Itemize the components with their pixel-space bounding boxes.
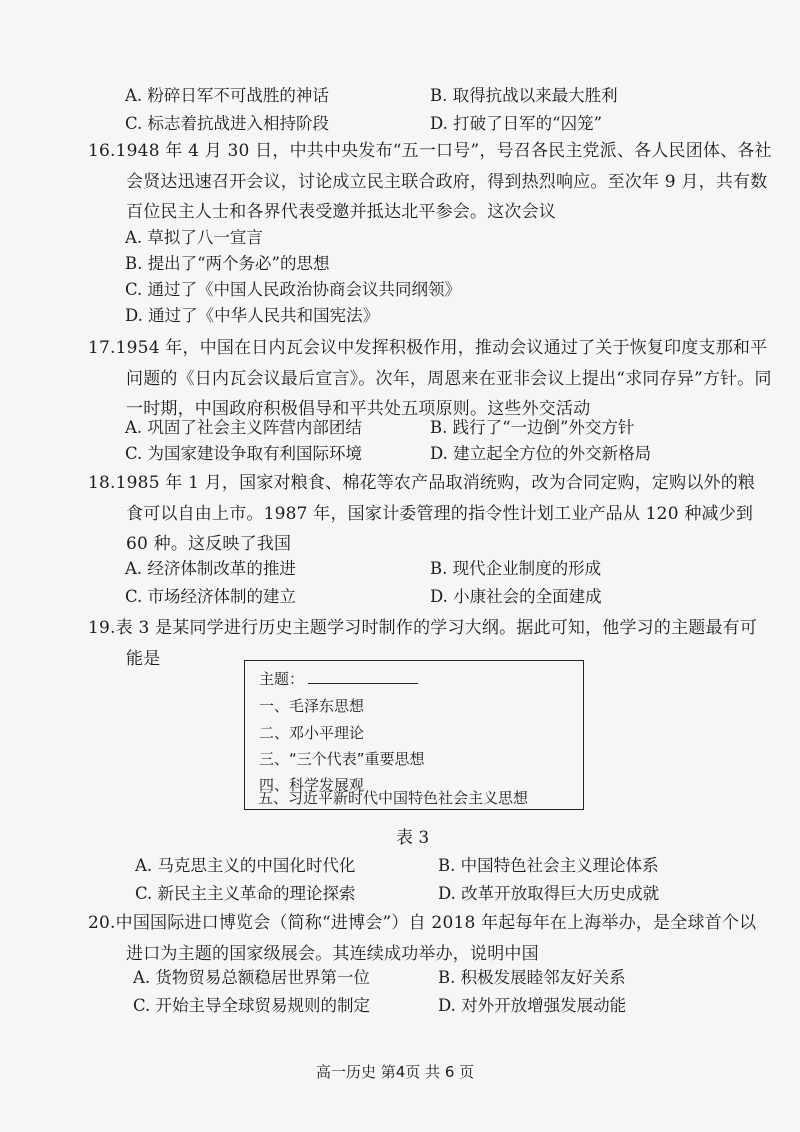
question-text: 中国国际进口博览会（简称“进博会”）自 2018 年起每年在上海举办，是全球首个以进口为主题的国家级展会。其连续成功举办，说明中国 (115, 913, 757, 964)
option-text: 提出了“两个务必”的思想 (147, 254, 330, 273)
option-letter: B. (430, 559, 448, 578)
outline-theme-row (259, 669, 418, 689)
q16-option-b (125, 252, 330, 276)
option-text: 市场经济体制的建立 (147, 587, 297, 606)
option-letter: A. (125, 559, 143, 578)
question-text: 1954 年，中国在日内瓦会议中发挥积极作用，推动会议通过了关于恢复印度支那和平问题的《日内瓦会议最后宣言》。次年，周恩来在亚非会议上提出“求同存异”方针。同一时期，中国政府积极倡导和平共处五项原则。这些外交活动 (115, 338, 772, 420)
option-letter: B. (438, 856, 456, 875)
q16-option-c (125, 278, 461, 302)
option-letter: B. (125, 254, 143, 273)
outline-item: 二、邓小平理论 (259, 724, 365, 742)
option-text: 马克思主义的中国化时代化 (157, 856, 356, 875)
outline-item: 三、“三个代表”重要思想 (259, 750, 425, 768)
option-letter: B. (438, 968, 456, 987)
option-text: 打破了日军的“囚笼” (453, 114, 603, 133)
option-text: 新民主主义革命的理论探索 (157, 884, 356, 903)
option-letter: C. (125, 444, 143, 463)
question-text: 表 3 是某同学进行历史主题学习时制作的学习大纲。据此可知，他学习的主题最有可能是 (115, 618, 758, 669)
q15-option-d (430, 112, 602, 136)
option-letter: A. (135, 856, 153, 875)
option-letter: D. (430, 444, 448, 463)
q15-option-a (125, 84, 329, 108)
q17-option-d (430, 442, 651, 466)
q16-stem (88, 136, 772, 228)
outline-item: 四、科学发展观 (259, 776, 365, 794)
option-text: 粉碎日军不可战胜的神话 (147, 86, 329, 105)
q17-option-c (125, 442, 362, 466)
q18-option-d (430, 585, 602, 609)
q20-option-c (133, 994, 370, 1018)
option-letter: A. (133, 968, 151, 987)
option-text: 对外开放增强发展动能 (461, 996, 627, 1015)
option-text: 小康社会的全面建成 (453, 587, 602, 606)
option-letter: A. (125, 418, 143, 437)
option-text: 中国特色社会主义理论体系 (460, 856, 659, 875)
option-text: 开始主导全球贸易规则的制定 (155, 996, 371, 1015)
option-text: 通过了《中华人民共和国宪法》 (148, 306, 380, 325)
q19-option-c (135, 882, 356, 906)
q19-option-b (438, 854, 659, 878)
option-letter: D. (430, 587, 448, 606)
option-text: 改革开放取得巨大历史成就 (461, 884, 660, 903)
option-letter: A. (125, 86, 143, 105)
option-letter: D. (125, 306, 143, 325)
q20-option-d (438, 994, 626, 1018)
option-letter: B. (430, 418, 448, 437)
q20-option-a (133, 966, 370, 990)
q19-option-a (135, 854, 355, 878)
q20-stem (88, 908, 772, 969)
q16-option-d (125, 304, 379, 328)
option-text: 取得抗战以来最大胜利 (452, 86, 618, 105)
option-text: 践行了“一边倒”外交方针 (452, 418, 635, 437)
option-letter: C. (125, 587, 143, 606)
option-letter: C. (125, 280, 143, 299)
theme-blank-line (308, 671, 418, 684)
q17-option-a (125, 416, 362, 440)
option-text: 建立起全方位的外交新格局 (453, 444, 652, 463)
q15-option-c (125, 112, 329, 136)
option-letter: D. (430, 114, 448, 133)
page-footer: 高一历史 第4页 共 6 页 (316, 1063, 475, 1081)
option-letter: B. (430, 86, 448, 105)
q15-option-b (430, 84, 618, 108)
option-letter: D. (438, 884, 456, 903)
q19-option-d (438, 882, 659, 906)
q20-option-b (438, 966, 626, 990)
option-text: 为国家建设争取有利国际环境 (147, 444, 363, 463)
question-text: 1985 年 1 月，国家对粮食、棉花等农产品取消统购，改为合同定购，定购以外的粮食可以自由上市。1987 年，国家计委管理的指令性计划工业产品从 120 种减少到 60 种。这反映了我国 (115, 473, 756, 555)
outline-item: 一、毛泽东思想 (259, 697, 365, 715)
q18-option-c (125, 585, 296, 609)
question-number: 20. (88, 913, 116, 933)
q17-option-b (430, 416, 635, 440)
q18-stem (88, 468, 772, 560)
question-text: 1948 年 4 月 30 日，中共中央发布“五一口号”，号召各民主党派、各人民团体、各社会贤达迅速召开会议，讨论成立民主联合政府，得到热烈响应。至次年 9 月，共有数百位民主人士和各界代表受邀并抵达北平参会。这次会议 (115, 141, 772, 223)
option-text: 通过了《中国人民政治协商会议共同纲领》 (147, 280, 462, 299)
outline-item: 五、习近平新时代中国特色社会主义思想 (258, 789, 529, 807)
option-text: 积极发展睦邻友好关系 (460, 968, 626, 987)
option-text: 现代企业制度的形成 (452, 559, 602, 578)
option-letter: C. (133, 996, 151, 1015)
option-text: 草拟了八一宣言 (147, 228, 263, 247)
question-number: 17. (88, 338, 116, 358)
option-text: 货物贸易总额稳居世界第一位 (155, 968, 370, 987)
option-letter: D. (438, 996, 456, 1015)
table-caption: 表 3 (396, 828, 430, 848)
question-number: 18. (88, 473, 116, 493)
q16-option-a (125, 226, 263, 250)
option-letter: C. (135, 884, 153, 903)
option-letter: A. (125, 228, 143, 247)
theme-label: 主题： (259, 670, 305, 688)
q17-stem (88, 333, 772, 425)
option-letter: C. (125, 114, 143, 133)
option-text: 巩固了社会主义阵营内部团结 (147, 418, 362, 437)
q18-option-b (430, 557, 601, 581)
question-number: 19. (88, 618, 116, 638)
q18-option-a (125, 557, 296, 581)
option-text: 经济体制改革的推进 (147, 559, 296, 578)
option-text: 标志着抗战进入相持阶段 (147, 114, 330, 133)
question-number: 16. (88, 141, 116, 161)
